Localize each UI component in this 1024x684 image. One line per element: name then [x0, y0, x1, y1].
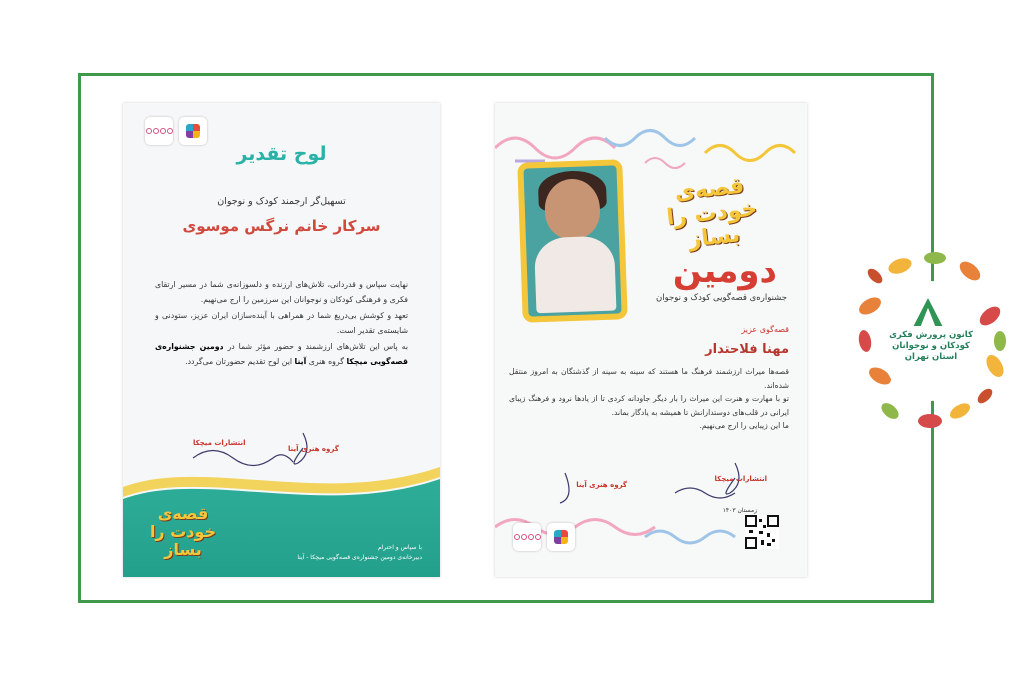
body-paragraph: ما این زیبایی را ارج می‌نهیم. [699, 421, 789, 430]
signature-scribble-icon [183, 423, 383, 473]
publisher-logos [513, 523, 575, 551]
body-paragraph: قصه‌ها میراث ارزشمند فرهنگ ما هستند که سینه به سینه از گذشتگان به امروز منتقل شده‌اند. [509, 367, 789, 390]
recipient-name: سرکار خانم نرگس موسوی [182, 217, 381, 235]
child-photo [517, 159, 628, 323]
aina-logo-icon [145, 117, 173, 145]
certificate-title: لوح تقدیر [236, 143, 327, 165]
body-paragraph: تو با مهارت و هنرت این میراث را بار دیگر جاودانه کردی تا از یادها نرود و فرهنگ زیبای ایرانی در قلب‌های دوستدارانش تا همیشه به یادگار بماند. [509, 394, 789, 417]
certificate-date: زمستان ۱۴۰۳ [722, 507, 757, 514]
festival-certificate [495, 103, 807, 577]
signature-label-1: گروه هنری آینا [576, 481, 627, 489]
certificate-body [155, 278, 408, 371]
body-paragraph: نهایت سپاس و قدردانی، تلاش‌های ارزنده و دلسوزانه‌ی شما در مسیر ارتقای فکری و فرهنگی کودکان و نوجوانان این سرزمین را ارج می‌نهیم. [155, 280, 408, 304]
signature-label-2: انتشارات میچکا [714, 475, 767, 483]
michka-logo-icon [547, 523, 575, 551]
signature-label-1: گروه هنری آینا [288, 445, 339, 453]
brand-logo-text: قصه‌ی خودت را بساز [149, 504, 217, 559]
body-paragraph: به پاس این تلاش‌های ارزشمند و حضور مؤثر شما در دومین جشنواره‌ی قصه‌گویی میچکا گروه هنری آینا این لوح تقدیم حضورتان می‌گردد. [155, 342, 408, 366]
emblem-text: کانون پرورش فکری کودکان و نوجوانان استان تهران [889, 330, 973, 362]
signature-label-2: انتشارات میچکا [193, 439, 246, 447]
storyteller-name: مهنا فلاحتدار [705, 342, 789, 357]
kanoon-tehran-emblem [850, 246, 1010, 436]
festival-name: جشنواره‌ی قصه‌گویی کودک و نوجوان [656, 293, 787, 303]
appreciation-certificate [123, 103, 440, 577]
publisher-logos [145, 117, 207, 145]
aina-logo-icon [513, 523, 541, 551]
certificate-subtitle: تسهیل‌گر ارجمند کودک و نوجوان [217, 196, 346, 207]
michka-logo-icon [179, 117, 207, 145]
signatures [183, 423, 383, 473]
certificate-body [509, 365, 789, 433]
rank-title: دومین [672, 251, 777, 291]
brand-logo-text: قصه‌ی خودت را بساز [665, 173, 759, 253]
storyteller-label: قصه‌گوی عزیز [741, 325, 789, 334]
body-paragraph: تعهد و کوشش بی‌دریغ شما در همراهی با آینده‌سازان ایران عزیز، ستودنی و شایسته‌ی تقدیر است. [155, 311, 408, 335]
certificate-footer: با سپاس و احترام دبیرخانه‌ی دومین جشنواره‌ی قصه‌گویی میچکا - آینا [297, 544, 422, 561]
qr-code-icon [745, 515, 779, 549]
